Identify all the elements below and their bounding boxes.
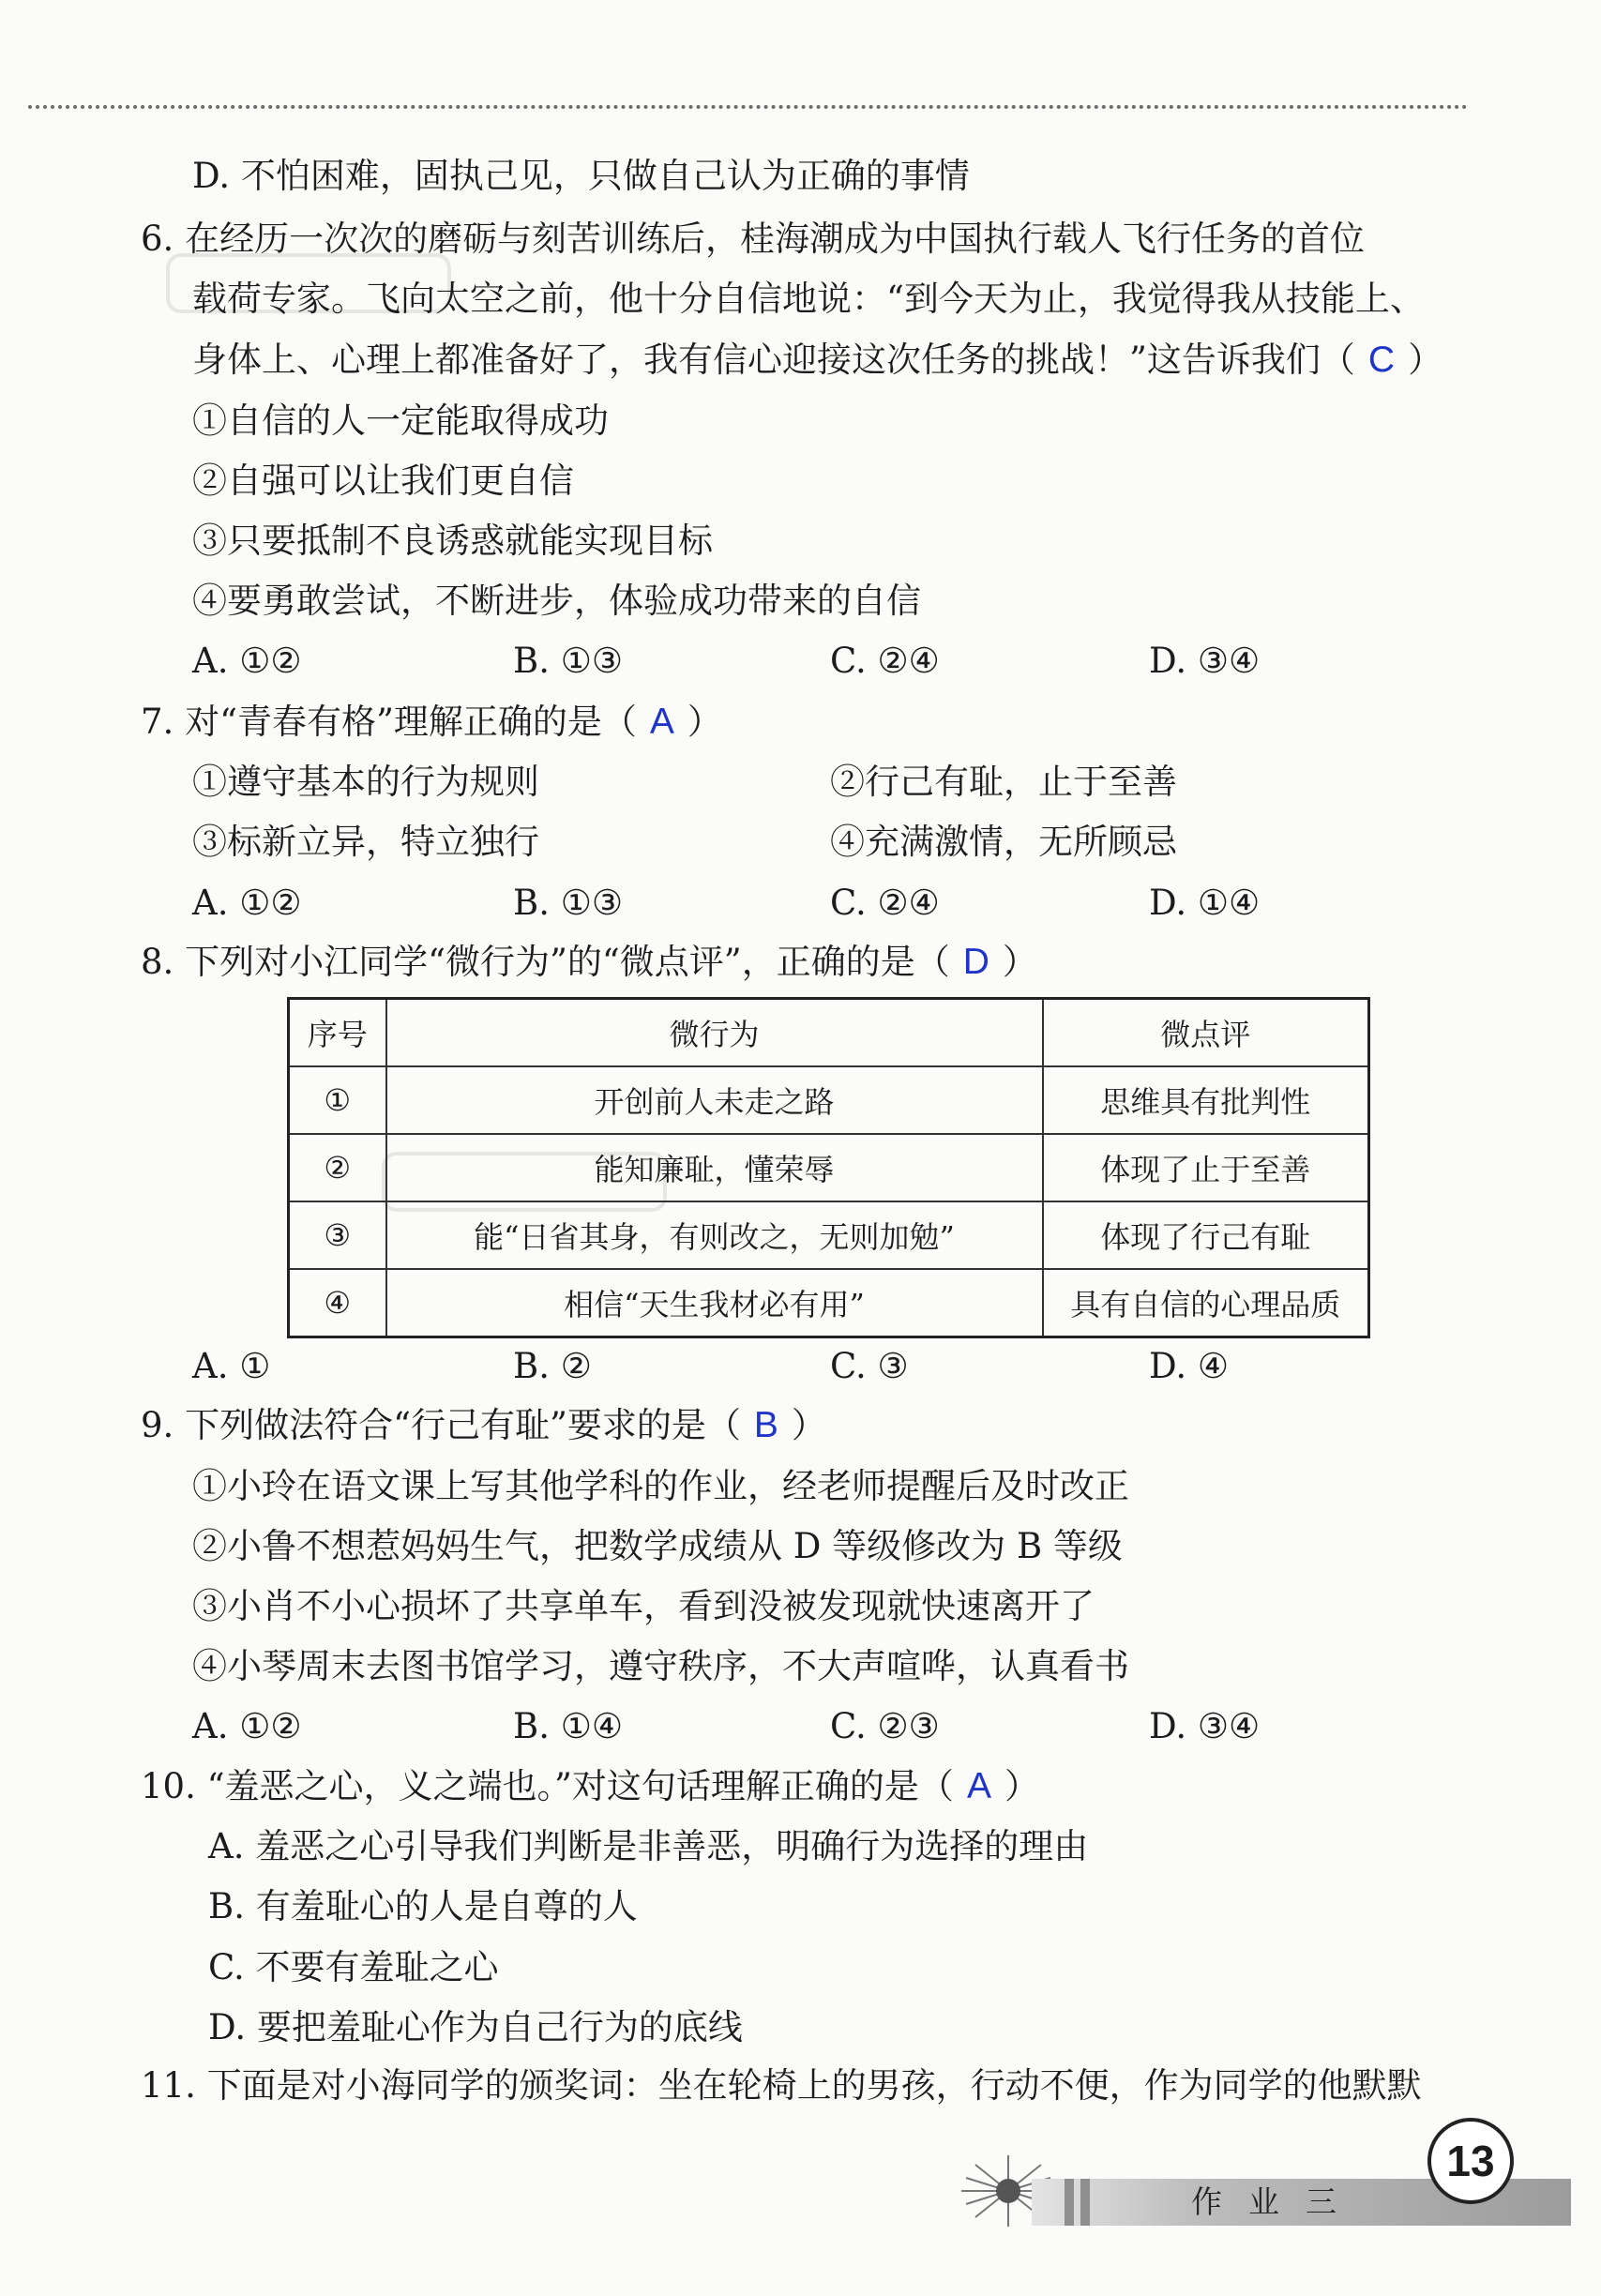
footer-segment [1065,2179,1074,2226]
table-header-row [289,999,1369,1067]
q7-stem-text: 7. 对“青春有格”理解正确的是（ [141,702,637,742]
q6-item-1: ①自信的人一定能取得成功 [192,400,609,441]
q7-choice-a: A. ①② [192,883,302,923]
table-header-cell: 微点评 [1043,999,1369,1067]
table-cell: 体现了止于至善 [1043,1134,1369,1201]
q9-item-3: ③小肖不小心损坏了共享单车，看到没被发现就快速离开了 [192,1586,1095,1626]
q7-stem [141,701,722,744]
q9-item-1: ①小玲在语文课上写其他学科的作业，经老师提醒后及时改正 [192,1466,1129,1506]
q9-close-paren: ） [791,1405,826,1445]
page-number: 13 [1427,2118,1514,2204]
table-row [289,1066,1369,1134]
q7-item-3: ③标新立异，特立独行 [192,822,539,862]
q8-close-paren: ） [1002,942,1037,982]
footer-segment [1080,2179,1090,2226]
q10-option-c: C. 不要有羞耻之心 [208,1947,499,1987]
q10-answer: A [966,1766,991,1806]
table-cell: 开创前人未走之路 [386,1066,1043,1134]
q6-choice-a: A. ①② [192,641,302,681]
q7-answer: A [649,702,674,742]
q9-answer: B [753,1405,778,1445]
table-cell: 能“日省其身，有则改之，无则加勉” [386,1201,1043,1269]
table-cell: 具有自信的心理品质 [1043,1269,1369,1337]
q6-stem-line1: 6. 在经历一次次的磨砺与刻苦训练后，桂海潮成为中国执行载人飞行任务的首位 [141,219,1366,259]
q7-item-2: ②行己有耻，止于至善 [830,762,1177,802]
q6-stem-line3 [192,339,1442,382]
q9-item-2: ②小鲁不想惹妈妈生气，把数学成绩从 D 等级修改为 B 等级 [192,1526,1123,1566]
q8-choice-b: B. ② [513,1346,592,1386]
q11-stem: 11. 下面是对小海同学的颁奖词：坐在轮椅上的男孩，行动不便，作为同学的他默默 [141,2065,1422,2106]
q7-choice-d: D. ①④ [1149,883,1261,923]
q6-item-2: ②自强可以让我们更自信 [192,461,574,501]
table-cell: 思维具有批判性 [1043,1066,1369,1134]
header-dotted-divider [28,105,1468,109]
q10-stem [141,1765,1039,1808]
table-row [289,1269,1369,1337]
q7-item-4: ④充满激情，无所顾忌 [830,822,1177,862]
q8-choice-c: C. ③ [830,1346,909,1386]
q9-stem-text: 9. 下列做法符合“行己有耻”要求的是（ [141,1405,741,1445]
q9-choice-c: C. ②③ [830,1706,940,1746]
q6-choice-d: D. ③④ [1149,641,1261,681]
q9-choice-d: D. ③④ [1149,1706,1261,1746]
q6-item-4: ④要勇敢尝试，不断进步，体验成功带来的自信 [192,581,921,621]
q10-close-paren: ） [1004,1766,1039,1806]
footer-label: 作业三 [1191,2183,1363,2220]
q9-stem [141,1404,826,1447]
q5-option-d: D. 不怕困难，固执己见，只做自己认为正确的事情 [192,156,970,196]
q7-choice-c: C. ②④ [830,883,940,923]
table-cell: 相信“天生我材必有用” [386,1269,1043,1337]
table-row [289,1134,1369,1201]
q6-stem-text: 身体上、心理上都准备好了，我有信心迎接这次任务的挑战！”这告诉我们（ [192,340,1355,380]
table-cell: ① [289,1066,386,1134]
table-header-cell: 微行为 [386,999,1043,1067]
q7-choice-b: B. ①③ [513,883,624,923]
q6-choice-b: B. ①③ [513,641,624,681]
q6-stem-line2: 载荷专家。飞向太空之前，他十分自信地说：“到今天为止，我觉得我从技能上、 [192,279,1425,319]
q8-choice-d: D. ④ [1149,1346,1230,1386]
table-cell: ④ [289,1269,386,1337]
q8-answer: D [962,942,989,982]
q8-stem [141,941,1037,984]
q7-item-1: ①遵守基本的行为规则 [192,762,539,802]
table-cell: 体现了行己有耻 [1043,1201,1369,1269]
q9-choice-b: B. ①④ [513,1706,624,1746]
q8-stem-text: 8. 下列对小江同学“微行为”的“微点评”，正确的是（ [141,942,950,982]
q9-item-4: ④小琴周末去图书馆学习，遵守秩序，不大声喧哗，认真看书 [192,1646,1129,1686]
q9-choice-a: A. ①② [192,1706,302,1746]
q6-item-3: ③只要抵制不良诱惑就能实现目标 [192,521,713,561]
q7-close-paren: ） [687,702,722,742]
q8-table [287,997,1370,1338]
table-cell: ③ [289,1201,386,1269]
q10-option-a: A. 羞恶之心引导我们判断是非善恶，明确行为选择的理由 [208,1826,1089,1866]
q10-stem-text: 10. “羞恶之心，义之端也。”对这句话理解正确的是（ [141,1766,954,1806]
table-cell: 能知廉耻，懂荣辱 [386,1134,1043,1201]
q6-close-paren: ） [1408,340,1443,380]
q10-option-d: D. 要把羞耻心作为自己行为的底线 [208,2007,743,2047]
q6-choice-c: C. ②④ [830,641,940,681]
q8-choice-a: A. ① [192,1346,271,1386]
table-cell: ② [289,1134,386,1201]
table-row [289,1201,1369,1269]
q10-option-b: B. 有羞耻心的人是自尊的人 [208,1886,638,1926]
q6-answer: C [1367,340,1396,380]
table-header-cell: 序号 [289,999,386,1067]
